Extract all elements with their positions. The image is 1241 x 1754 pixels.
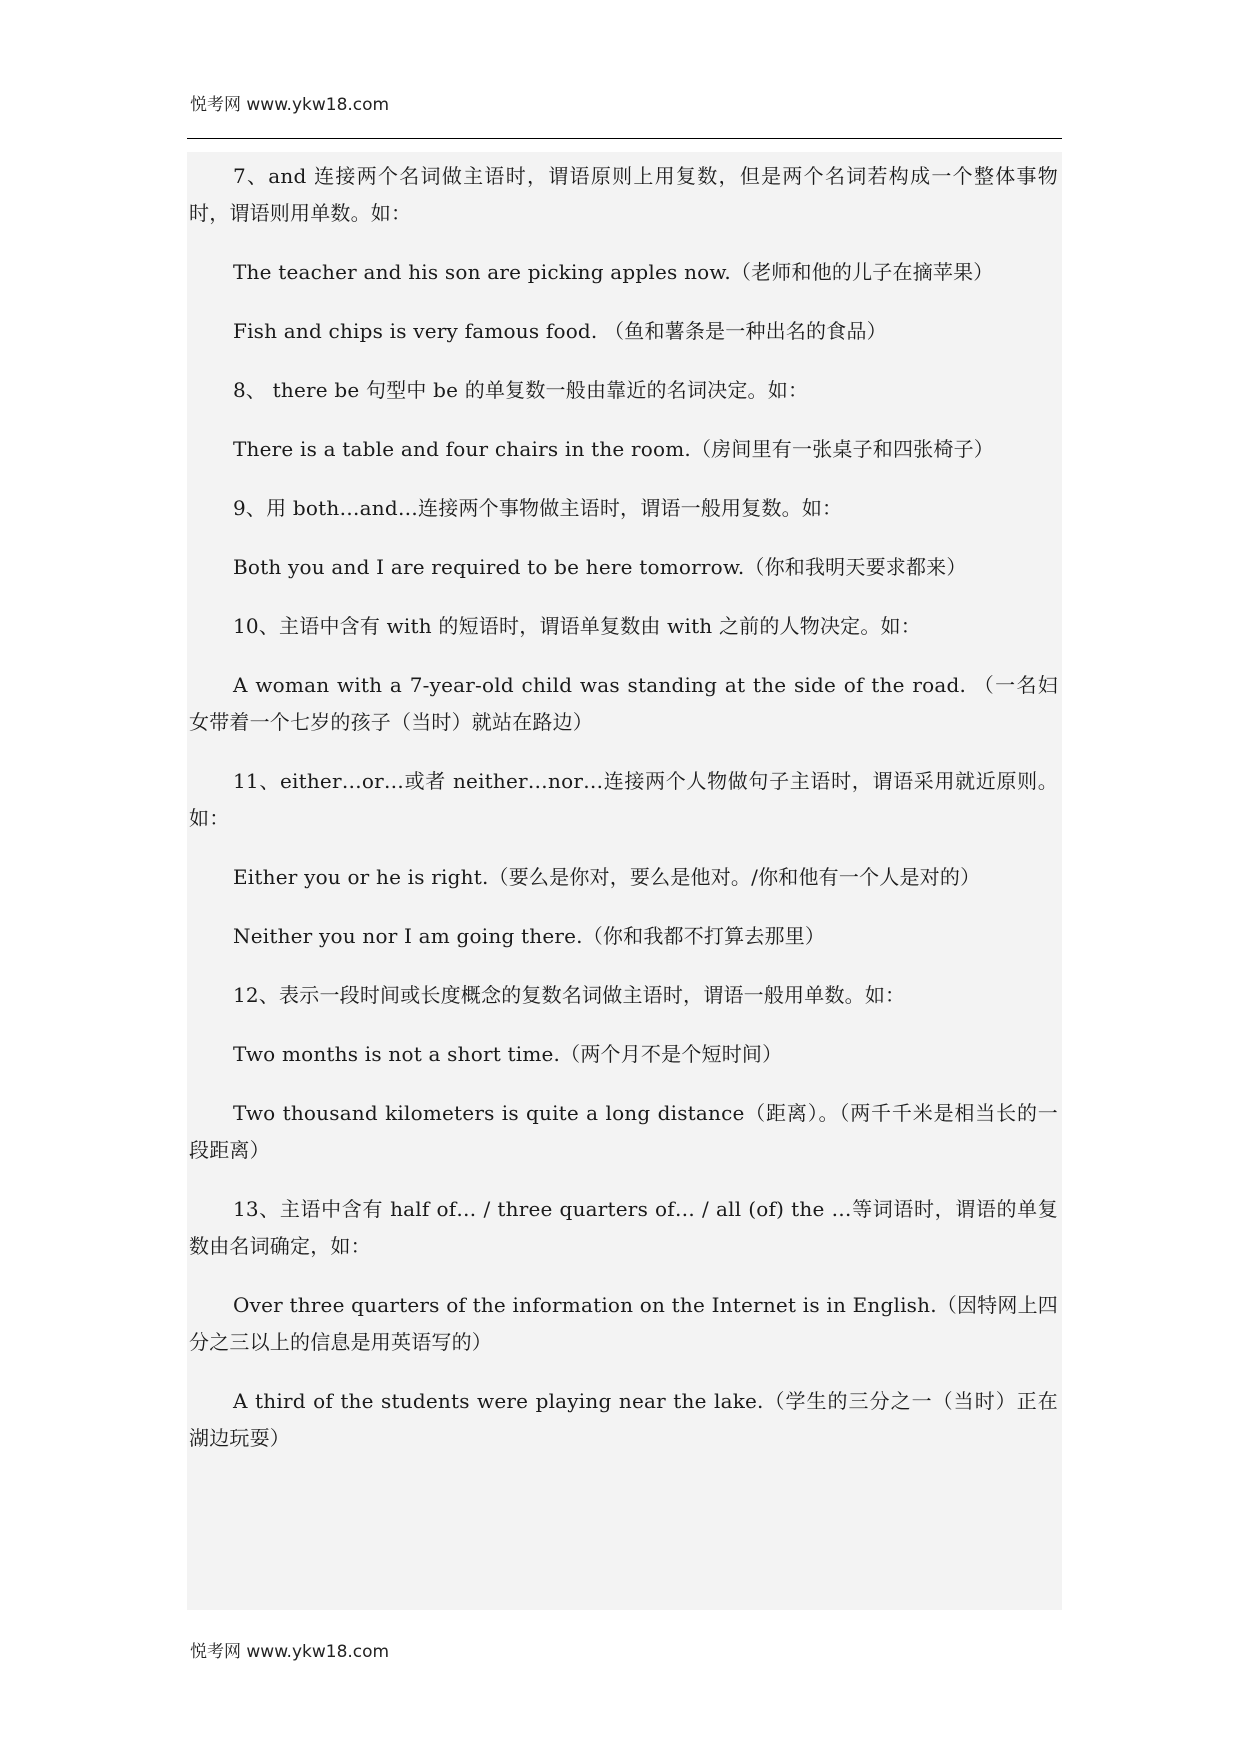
example-sentence: Two thousand kilometers is quite a long distance（距离）。（两千千米是相当长的一段距离） xyxy=(189,1101,1058,1162)
example-sentence: A third of the students were playing near the lake.（学生的三分之一（当时）正在湖边玩耍） xyxy=(189,1389,1058,1450)
paragraph-rule-9: 9、用 both…and…连接两个事物做主语时，谓语一般用复数。如： xyxy=(233,496,843,520)
document-body xyxy=(187,152,1062,1610)
header-divider xyxy=(187,138,1062,139)
example-sentence: A woman with a 7-year-old child was standing at the side of the road. （一名妇女带着一个七岁的孩子（当时）就站在路边） xyxy=(189,673,1058,734)
example-sentence: The teacher and his son are picking apples now.（老师和他的儿子在摘苹果） xyxy=(233,260,994,284)
paragraph-rule-12: 12、表示一段时间或长度概念的复数名词做主语时，谓语一般用单数。如： xyxy=(233,983,906,1007)
example-sentence: Both you and I are required to be here tomorrow.（你和我明天要求都来） xyxy=(233,555,967,579)
example-sentence: Neither you nor I am going there.（你和我都不打算去那里） xyxy=(233,924,826,948)
example-sentence: Two months is not a short time.（两个月不是个短时间） xyxy=(233,1042,783,1066)
example-sentence: There is a table and four chairs in the room.（房间里有一张桌子和四张椅子） xyxy=(233,437,994,461)
page-header-site: 悦考网 www.ykw18.com xyxy=(190,95,390,115)
paragraph-rule-13: 13、主语中含有 half of… / three quarters of… / all (of) the …等词语时，谓语的单复数由名词确定，如： xyxy=(189,1197,1058,1258)
example-sentence: Either you or he is right.（要么是你对，要么是他对。/你和他有一个人是对的） xyxy=(233,865,981,889)
paragraph-rule-10: 10、主语中含有 with 的短语时，谓语单复数由 with 之前的人物决定。如： xyxy=(233,614,921,638)
page-footer-site: 悦考网 www.ykw18.com xyxy=(190,1642,390,1662)
paragraph-rule-8: 8、 there be 句型中 be 的单复数一般由靠近的名词决定。如： xyxy=(233,378,809,402)
paragraph-rule-11: 11、either…or…或者 neither…nor…连接两个人物做句子主语时，谓语采用就近原则。如： xyxy=(189,769,1058,830)
example-sentence: Over three quarters of the information on the Internet is in English.（因特网上四分之三以上的信息是用英语写的） xyxy=(189,1293,1058,1354)
paragraph-rule-7: 7、and 连接两个名词做主语时，谓语原则上用复数，但是两个名词若构成一个整体事物时，谓语则用单数。如： xyxy=(189,164,1058,225)
example-sentence: Fish and chips is very famous food. （鱼和薯条是一种出名的食品） xyxy=(233,319,887,343)
